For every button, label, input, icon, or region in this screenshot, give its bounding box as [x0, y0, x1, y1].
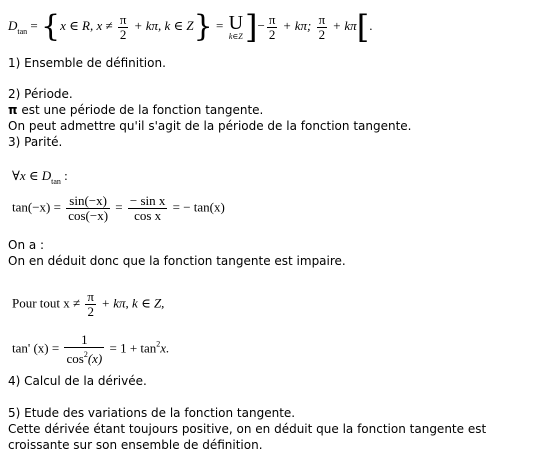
set-condition-a: x ∈ R, x ≠: [60, 17, 116, 33]
pour-tout-condition: + kπ, k ∈ Z,: [98, 295, 165, 311]
pour-tout-text: Pour tout x ≠: [12, 295, 84, 311]
union-subscript: k∈Z: [228, 32, 243, 41]
pour-tout-statement: [12, 290, 164, 319]
neg-sin-cos-fraction: [128, 194, 168, 223]
pi-over-two-fraction: [267, 13, 278, 42]
cos-argument: (x): [87, 351, 103, 366]
one-over-cos-squared: [64, 333, 104, 366]
pi-over-two-fraction: [85, 290, 96, 319]
fraction-denominator: 2: [87, 304, 94, 319]
fraction-denominator: 2: [318, 26, 326, 42]
variation-line-1: Cette dérivée étant toujours positive, on en déduit que la fonction tangente est: [8, 422, 487, 436]
fraction-numerator: − sin x: [129, 193, 166, 208]
fraction-denominator: 2: [268, 26, 276, 42]
equals-sign: =: [112, 199, 126, 215]
pi-over-two-fraction: [317, 13, 328, 42]
fraction-numerator: π: [268, 11, 276, 27]
fraction-denominator: cos(−x): [68, 208, 109, 223]
variation-line-2: croissante sur son ensemble de définition.: [8, 438, 263, 452]
period-statement: [8, 103, 263, 117]
interval-close-bracket: [: [356, 8, 370, 46]
set-condition-b: + kπ, k ∈ Z: [130, 17, 194, 33]
fraction-numerator: sin(−x): [66, 194, 110, 209]
tan-odd-lhs: tan(−x) =: [12, 199, 65, 215]
interval-end: + kπ: [329, 17, 357, 33]
derivative-rhs: = 1 + tan: [106, 340, 157, 356]
set-close-brace: }: [193, 9, 213, 44]
sin-cos-fraction: [66, 194, 110, 223]
set-open-brace: {: [41, 9, 61, 44]
pi-symbol: π: [8, 103, 18, 117]
equals-sign: =: [30, 17, 38, 33]
derivative-formula: [12, 333, 169, 366]
forall-subscript: tan: [51, 177, 61, 186]
tan-argument: x.: [160, 340, 170, 356]
fraction-numerator: π: [318, 11, 326, 27]
squared-exponent: 2: [156, 339, 161, 349]
on-a-label: On a :: [8, 238, 45, 252]
section-2-heading: 2) Période.: [8, 87, 73, 101]
fraction-denominator: cos x: [134, 208, 162, 223]
tangent-odd-formula: [12, 194, 225, 223]
interval-open-bracket: ]: [245, 8, 258, 46]
cos-text: cos: [66, 351, 84, 366]
forall-statement: [12, 168, 68, 186]
domain-formula: [8, 8, 373, 46]
fraction-numerator: π: [87, 289, 94, 304]
interval-middle: + kπ;: [279, 17, 315, 33]
equals-sign-2: =: [215, 17, 224, 33]
union-operator: [229, 13, 243, 41]
union-symbol: U: [228, 12, 244, 34]
fraction-numerator: π: [119, 11, 127, 27]
section-5-heading: 5) Etude des variations de la fonction tangente.: [8, 406, 296, 420]
section-3-heading: 3) Parité.: [8, 135, 63, 149]
domain-subscript: tan: [17, 26, 28, 36]
section-1-heading: 1) Ensemble de définition.: [8, 56, 166, 70]
tan-odd-rhs: = − tan(x): [169, 199, 225, 215]
pi-over-two-fraction: [118, 13, 129, 42]
odd-conclusion: On en déduit donc que la fonction tangente est impaire.: [8, 254, 346, 268]
forall-expression: ∀x ∈ D: [12, 168, 52, 183]
fraction-denominator: [64, 348, 104, 366]
fraction-numerator: 1: [64, 333, 104, 348]
minus-sign: −: [257, 17, 265, 33]
period-statement-text: est une période de la fonction tangente.: [17, 103, 264, 117]
period-remark: On peut admettre qu'il s'agit de la période de la fonction tangente.: [8, 119, 412, 133]
period-dot: .: [369, 17, 373, 33]
section-4-heading: 4) Calcul de la dérivée.: [8, 374, 147, 388]
fraction-denominator: 2: [119, 26, 127, 42]
derivative-lhs: tan' (x) =: [12, 340, 63, 356]
domain-symbol: D: [8, 17, 18, 33]
forall-colon: :: [60, 168, 68, 183]
squared-exponent: 2: [83, 350, 88, 359]
